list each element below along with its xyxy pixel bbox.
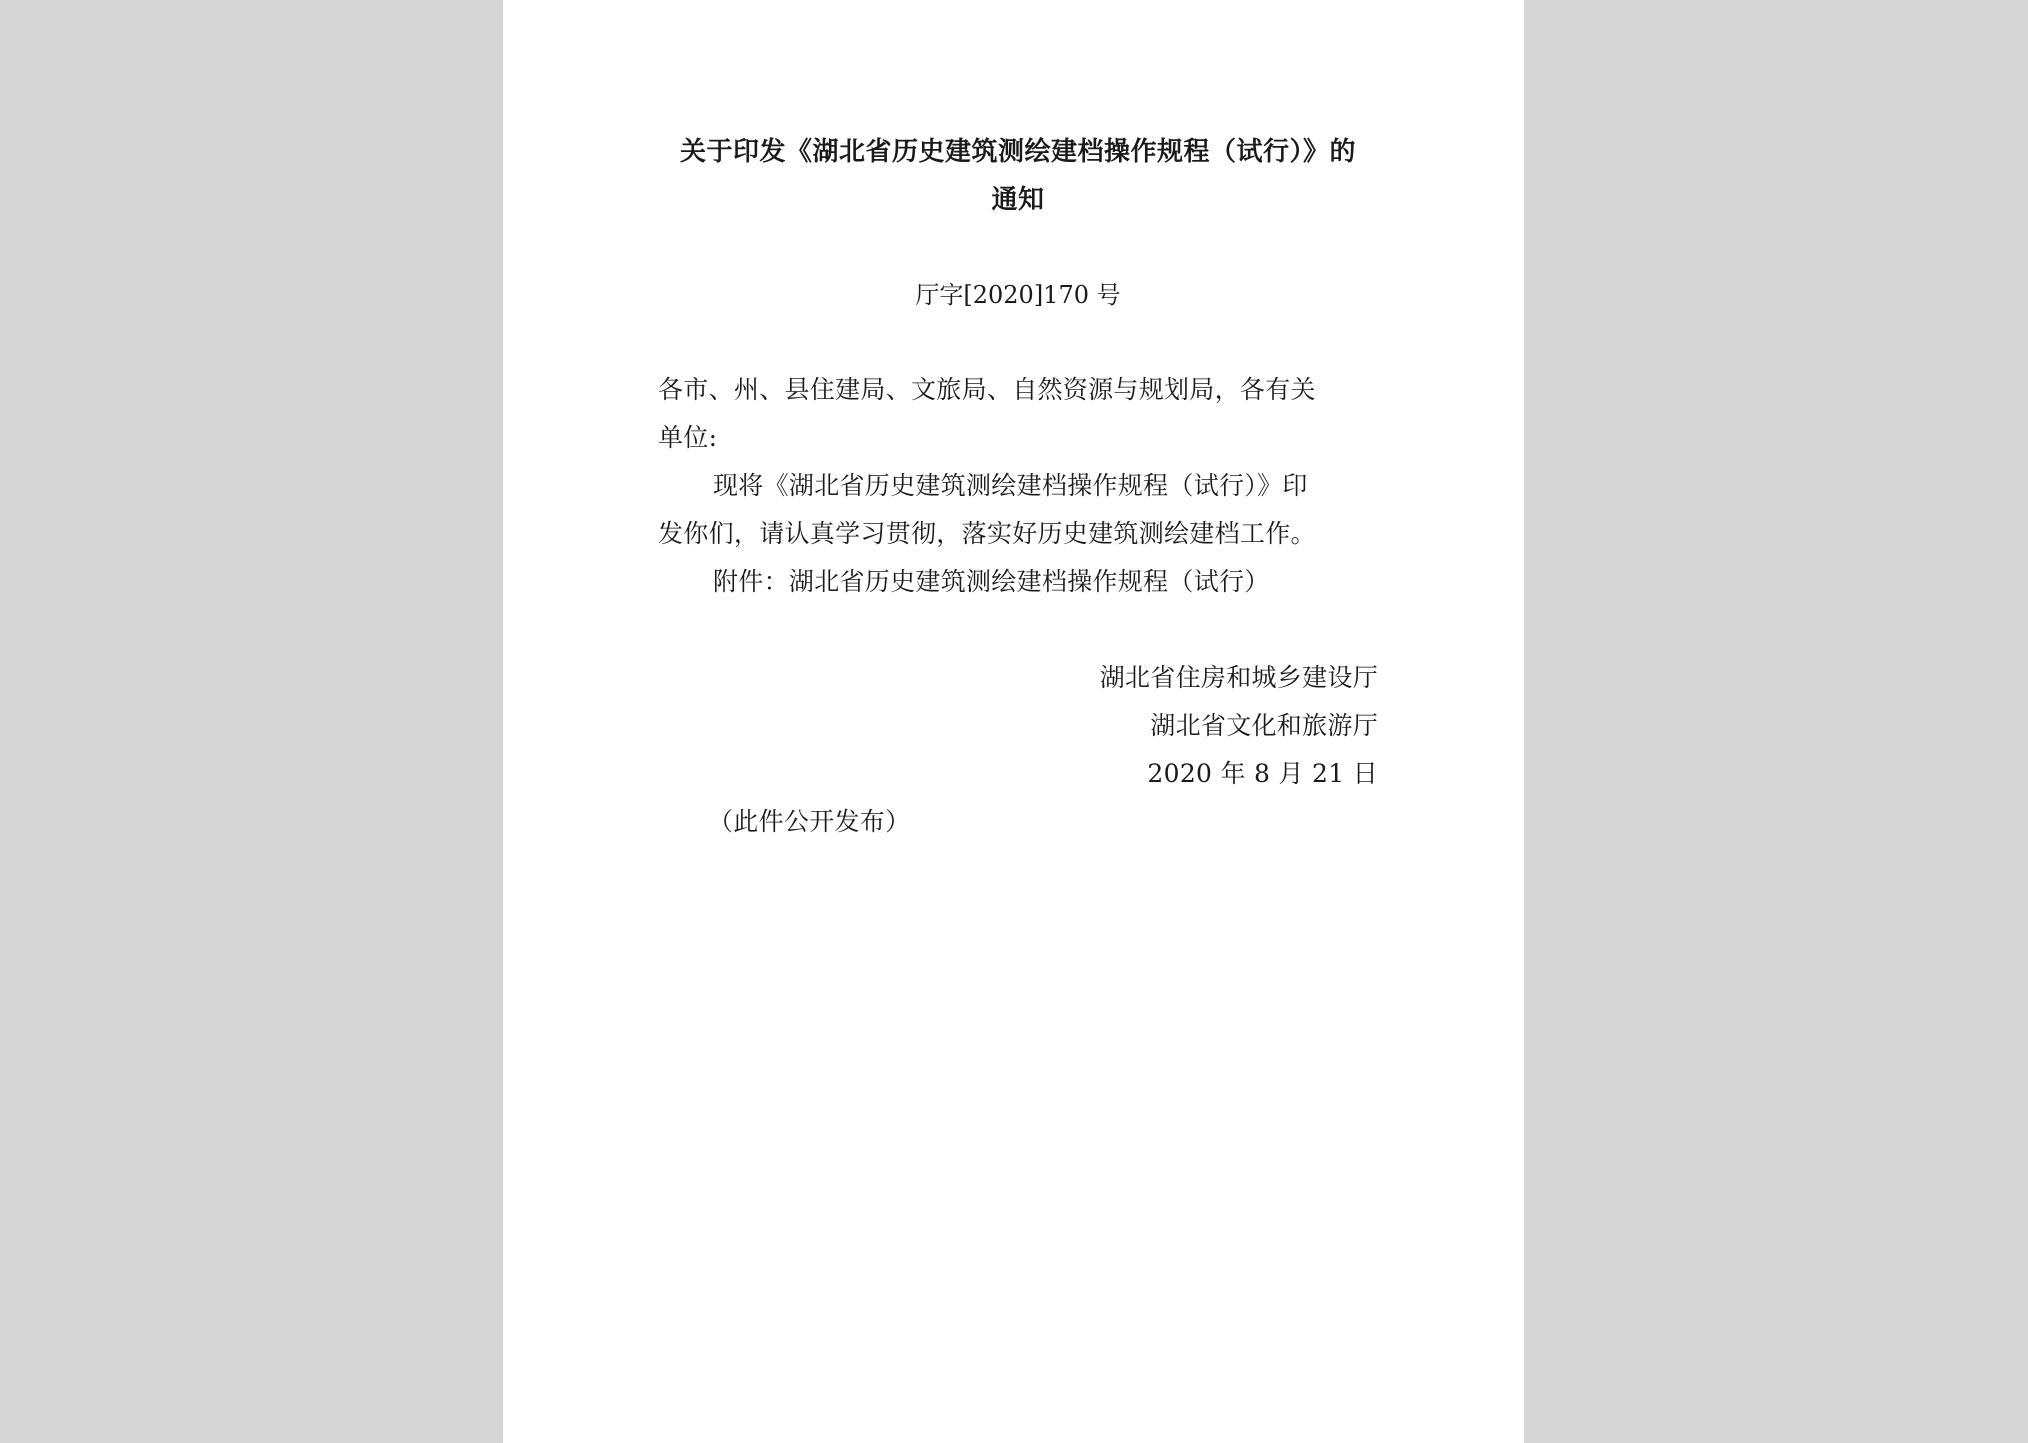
document-number: 厅字[2020]170 号 xyxy=(915,281,1121,309)
publication-note: （此件公开发布） xyxy=(708,807,911,836)
attachment-line: 附件：湖北省历史建筑测绘建档操作规程（试行） xyxy=(713,567,1270,596)
body-line-2: 发你们，请认真学习贯彻，落实好历史建筑测绘建档工作。 xyxy=(658,519,1316,548)
body-line-1: 现将《湖北省历史建筑测绘建档操作规程（试行）》印 xyxy=(713,471,1308,500)
document-page xyxy=(503,0,1524,1443)
title-line-2: 通知 xyxy=(991,185,1045,215)
issue-date: 2020 年 8 月 21 日 xyxy=(1147,759,1378,788)
salutation-line-1: 各市、州、县住建局、文旅局、自然资源与规划局，各有关 xyxy=(658,375,1316,404)
salutation-line-2: 单位: xyxy=(658,423,718,452)
issuer-1: 湖北省住房和城乡建设厅 xyxy=(1099,663,1378,692)
document-title xyxy=(658,128,1378,224)
issuer-2: 湖北省文化和旅游厅 xyxy=(1150,711,1378,740)
title-line-1: 关于印发《湖北省历史建筑测绘建档操作规程（试行）》的 xyxy=(679,137,1356,167)
